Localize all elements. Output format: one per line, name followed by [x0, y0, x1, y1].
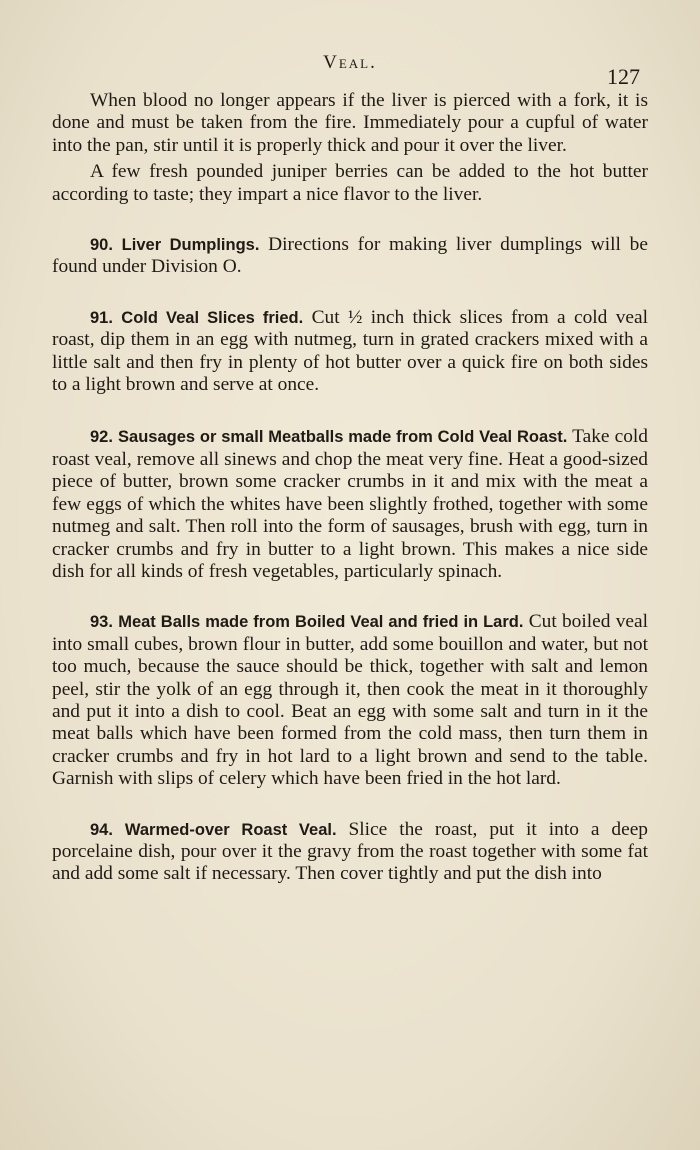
- recipe-title: Warmed-over Roast Veal.: [124, 820, 337, 839]
- recipe-text: Directions for making liver dumplings will be found under Division O.: [52, 234, 648, 278]
- recipe-number: 90.: [90, 236, 113, 255]
- recipe-text: Take cold roast veal, remove all sinews and chop the meat very fine. Heat a good-sized piece of butter, brown some cracker crumbs in it and mix with the meat a few eggs of which the whites have been slightly frothed, together with some nutmeg and salt. Then roll into the form of sausages, brush with egg, turn in cracker crumbs and fry in butter to a light brown. This makes a nice side dish for all kinds of fresh vegetables, particularly spinach.: [52, 426, 648, 582]
- paragraph-liver-continuation: When blood no longer appears if the liver is pierced with a fork, it is done and must be taken from the fire. Immediately pour a cupful of water into the pan, stir until it is properly thick and pour it over the liver.: [52, 90, 648, 156]
- recipe-title: Cold Veal Slices fried.: [121, 308, 304, 327]
- recipe-number: 91.: [90, 308, 113, 327]
- recipe-title: Sausages or small Meatballs made from Cold Veal Roast.: [118, 428, 568, 447]
- running-title: Veal.: [323, 52, 377, 73]
- recipe-text: Cut boiled veal into small cubes, brown flour in butter, add some bouillon and water, but not too much, because the sauce should be thick, together with salt and lemon peel, stir the yolk of an egg through it, then cook the meat in it thoroughly and put it into a dish to cool. Beat an egg with some salt and turn in it the meat balls which have been formed from the cold mass, then turn them in cracker crumbs and fry in hot lard to a light brown and send to the table. Garnish with slips of celery which have been fried in the hot lard.: [52, 611, 648, 790]
- recipe-number: 94.: [90, 820, 113, 839]
- recipe-title: Liver Dumplings.: [121, 236, 260, 255]
- recipe-91: [52, 307, 648, 397]
- page-number: 127: [607, 64, 640, 89]
- recipe-number: 93.: [90, 613, 113, 632]
- recipe-92: [52, 426, 648, 583]
- recipe-text: Slice the roast, put it into a deep porcelaine dish, pour over it the gravy from the roast together with some fat and add some salt if necessary. Then cover tightly and put the dish into: [52, 818, 648, 885]
- recipe-number: 92.: [90, 428, 113, 447]
- recipe-94: [52, 819, 648, 886]
- recipe-title: Meat Balls made from Boiled Veal and fried in Lard.: [118, 613, 524, 632]
- page-body: [52, 90, 648, 886]
- recipe-text: Cut ½ inch thick slices from a cold veal roast, dip them in an egg with nutmeg, turn in grated crackers mixed with a little salt and then fry in plenty of hot butter over a quick fire on both sides to a light brown and serve at once.: [52, 306, 648, 396]
- recipe-90: [52, 234, 648, 279]
- recipe-93: [52, 611, 648, 790]
- paragraph-juniper: A few fresh pounded juniper berries can be added to the hot butter according to taste; they impart a nice flavor to the liver.: [52, 161, 648, 205]
